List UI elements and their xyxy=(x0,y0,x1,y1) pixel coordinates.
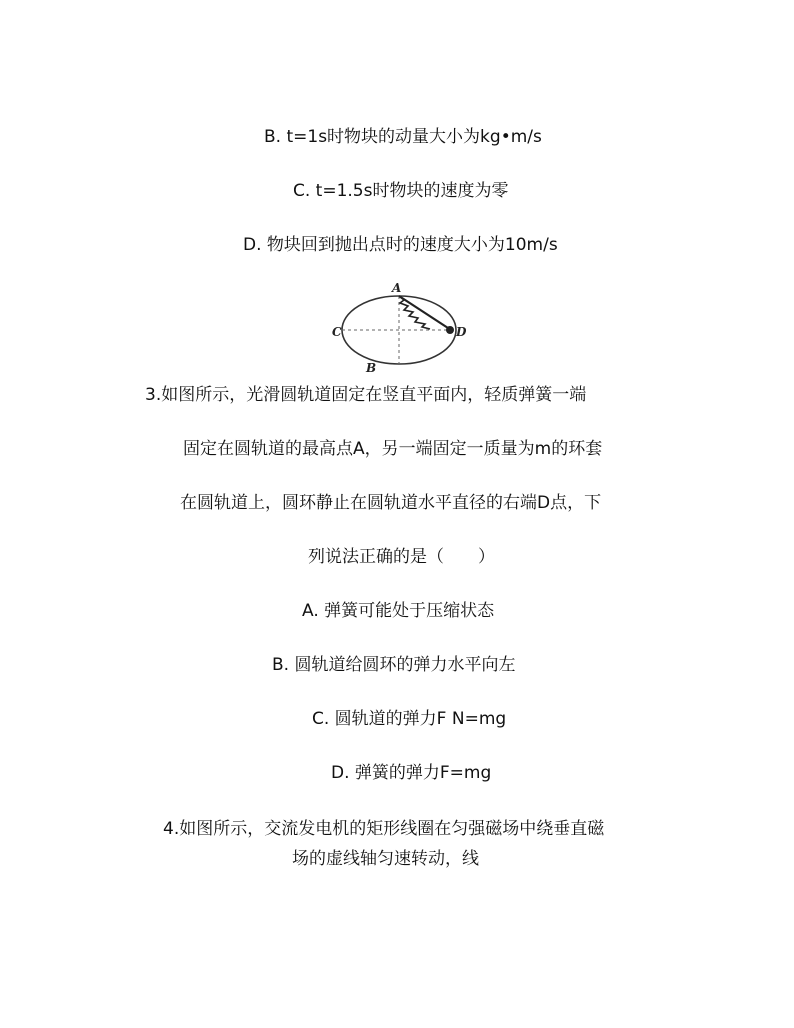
question-3-line-1: 3.如图所示，光滑圆轨道固定在竖直平面内，轻质弹簧一端 xyxy=(145,385,587,405)
question-4-line-1: 4.如图所示，交流发电机的矩形线圈在匀强磁场中绕垂直磁 xyxy=(163,819,605,839)
question-2-option-b: B. t=1s时物块的动量大小为kg•m/s xyxy=(264,127,542,147)
circular-track-figure xyxy=(330,278,470,373)
circular-track-diagram xyxy=(330,278,470,373)
question-3-option-d: D. 弹簧的弹力F=mg xyxy=(331,763,492,783)
ring-at-d xyxy=(446,326,454,334)
question-2-option-d: D. 物块回到抛出点时的速度大小为10m/s xyxy=(243,235,558,255)
label-d: D xyxy=(456,325,467,339)
question-3-line-2: 固定在圆轨道的最高点A，另一端固定一质量为m的环套 xyxy=(183,439,603,459)
question-3-option-a: A. 弹簧可能处于压缩状态 xyxy=(302,601,495,621)
question-3-line-3: 在圆轨道上，圆环静止在圆轨道水平直径的右端D点，下 xyxy=(180,493,602,513)
label-b: B xyxy=(366,361,377,373)
label-a: A xyxy=(392,281,402,295)
question-3-option-b: B. 圆轨道给圆环的弹力水平向左 xyxy=(272,655,516,675)
label-c: C xyxy=(332,325,342,339)
question-4-line-2: 场的虚线轴匀速转动，线 xyxy=(292,849,479,869)
question-3-line-4: 列说法正确的是（ ） xyxy=(308,547,495,567)
question-3-option-c: C. 圆轨道的弹力F N=mg xyxy=(312,709,507,729)
question-2-option-c: C. t=1.5s时物块的速度为零 xyxy=(293,181,509,201)
